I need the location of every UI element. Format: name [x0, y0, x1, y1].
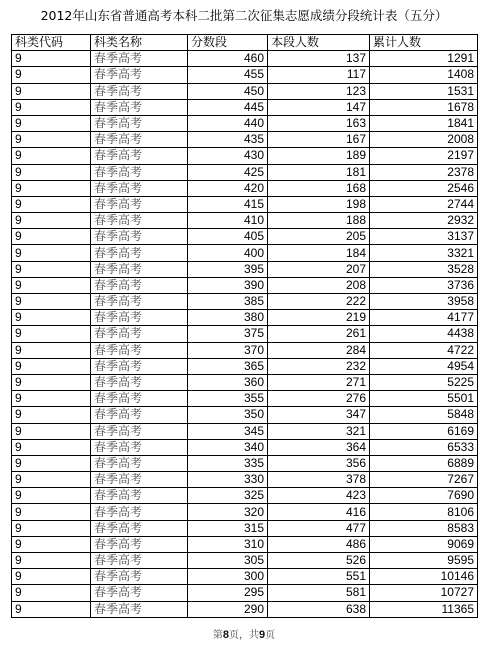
cell-subject-name: 春季高考	[91, 99, 188, 115]
cell-subject-name: 春季高考	[91, 569, 188, 585]
cell-score-band: 355	[188, 391, 268, 407]
cell-subject-name: 春季高考	[91, 115, 188, 131]
table-row	[12, 553, 478, 569]
cell-subject-code: 9	[12, 51, 91, 67]
table-row	[12, 196, 478, 212]
cell-subject-code: 9	[12, 196, 91, 212]
cell-cumulative-count: 5501	[370, 391, 478, 407]
table-row	[12, 326, 478, 342]
table-row	[12, 601, 478, 617]
cell-subject-name: 春季高考	[91, 455, 188, 471]
table-row	[12, 229, 478, 245]
cell-band-count: 168	[268, 180, 370, 196]
table-row	[12, 294, 478, 310]
cell-score-band: 415	[188, 196, 268, 212]
cell-cumulative-count: 3137	[370, 229, 478, 245]
cell-subject-name: 春季高考	[91, 310, 188, 326]
cell-score-band: 380	[188, 310, 268, 326]
cell-cumulative-count: 1408	[370, 67, 478, 83]
cell-cumulative-count: 7267	[370, 472, 478, 488]
table-row	[12, 374, 478, 390]
cell-band-count: 184	[268, 245, 370, 261]
cell-cumulative-count: 4438	[370, 326, 478, 342]
cell-cumulative-count: 7690	[370, 488, 478, 504]
cell-subject-name: 春季高考	[91, 229, 188, 245]
cell-band-count: 356	[268, 455, 370, 471]
cell-score-band: 410	[188, 213, 268, 229]
cell-band-count: 486	[268, 536, 370, 552]
cell-subject-code: 9	[12, 310, 91, 326]
cell-subject-name: 春季高考	[91, 164, 188, 180]
cell-subject-code: 9	[12, 115, 91, 131]
cell-cumulative-count: 5225	[370, 374, 478, 390]
cell-cumulative-count: 6889	[370, 455, 478, 471]
cell-band-count: 222	[268, 294, 370, 310]
header-subject-name: 科类名称	[91, 35, 188, 51]
cell-subject-code: 9	[12, 601, 91, 617]
cell-cumulative-count: 10146	[370, 569, 478, 585]
cell-score-band: 340	[188, 439, 268, 455]
cell-subject-name: 春季高考	[91, 439, 188, 455]
page-title: 2012年山东省普通高考本科二批第二次征集志愿成绩分段统计表（五分）	[40, 8, 448, 23]
table-row	[12, 342, 478, 358]
cell-subject-name: 春季高考	[91, 358, 188, 374]
cell-cumulative-count: 6533	[370, 439, 478, 455]
cell-score-band: 310	[188, 536, 268, 552]
cell-score-band: 385	[188, 294, 268, 310]
cell-subject-code: 9	[12, 585, 91, 601]
cell-subject-code: 9	[12, 407, 91, 423]
table-row	[12, 569, 478, 585]
table-row	[12, 536, 478, 552]
cell-subject-code: 9	[12, 213, 91, 229]
cell-score-band: 325	[188, 488, 268, 504]
cell-band-count: 147	[268, 99, 370, 115]
cell-band-count: 188	[268, 213, 370, 229]
cell-cumulative-count: 2546	[370, 180, 478, 196]
table-row	[12, 358, 478, 374]
cell-subject-code: 9	[12, 536, 91, 552]
cell-subject-code: 9	[12, 229, 91, 245]
cell-subject-code: 9	[12, 358, 91, 374]
cell-cumulative-count: 2932	[370, 213, 478, 229]
cell-band-count: 638	[268, 601, 370, 617]
cell-score-band: 320	[188, 504, 268, 520]
table-row	[12, 439, 478, 455]
cell-score-band: 375	[188, 326, 268, 342]
cell-band-count: 207	[268, 261, 370, 277]
footer-prefix: 第	[212, 630, 223, 641]
cell-band-count: 137	[268, 51, 370, 67]
cell-subject-code: 9	[12, 569, 91, 585]
header-score-band: 分数段	[188, 35, 268, 51]
header-band-count: 本段人数	[268, 35, 370, 51]
cell-score-band: 300	[188, 569, 268, 585]
footer-middle: 页，共	[229, 630, 259, 641]
cell-subject-name: 春季高考	[91, 245, 188, 261]
cell-score-band: 420	[188, 180, 268, 196]
cell-subject-name: 春季高考	[91, 51, 188, 67]
table-row	[12, 245, 478, 261]
cell-subject-name: 春季高考	[91, 601, 188, 617]
cell-band-count: 526	[268, 553, 370, 569]
cell-subject-code: 9	[12, 99, 91, 115]
cell-band-count: 423	[268, 488, 370, 504]
table-body	[12, 51, 478, 618]
cell-subject-code: 9	[12, 132, 91, 148]
cell-band-count: 276	[268, 391, 370, 407]
cell-cumulative-count: 8583	[370, 520, 478, 536]
cell-cumulative-count: 2378	[370, 164, 478, 180]
cell-cumulative-count: 4177	[370, 310, 478, 326]
cell-subject-code: 9	[12, 488, 91, 504]
cell-score-band: 460	[188, 51, 268, 67]
cell-subject-name: 春季高考	[91, 132, 188, 148]
table-row	[12, 148, 478, 164]
cell-subject-name: 春季高考	[91, 261, 188, 277]
cell-subject-name: 春季高考	[91, 374, 188, 390]
cell-band-count: 364	[268, 439, 370, 455]
cell-score-band: 335	[188, 455, 268, 471]
cell-subject-code: 9	[12, 148, 91, 164]
cell-subject-name: 春季高考	[91, 277, 188, 293]
table-row	[12, 67, 478, 83]
cell-subject-name: 春季高考	[91, 520, 188, 536]
cell-score-band: 370	[188, 342, 268, 358]
cell-cumulative-count: 5848	[370, 407, 478, 423]
score-distribution-table	[11, 34, 478, 618]
cell-subject-code: 9	[12, 294, 91, 310]
cell-cumulative-count: 1291	[370, 51, 478, 67]
cell-score-band: 455	[188, 67, 268, 83]
cell-subject-code: 9	[12, 180, 91, 196]
cell-band-count: 477	[268, 520, 370, 536]
cell-cumulative-count: 6169	[370, 423, 478, 439]
cell-subject-code: 9	[12, 472, 91, 488]
footer-total-pages: 9	[259, 629, 266, 641]
cell-subject-code: 9	[12, 423, 91, 439]
table-row	[12, 51, 478, 67]
cell-score-band: 315	[188, 520, 268, 536]
cell-band-count: 167	[268, 132, 370, 148]
cell-score-band: 400	[188, 245, 268, 261]
cell-score-band: 445	[188, 99, 268, 115]
cell-score-band: 405	[188, 229, 268, 245]
cell-subject-code: 9	[12, 67, 91, 83]
cell-cumulative-count: 9069	[370, 536, 478, 552]
cell-subject-code: 9	[12, 164, 91, 180]
cell-band-count: 284	[268, 342, 370, 358]
table-row	[12, 407, 478, 423]
cell-cumulative-count: 4722	[370, 342, 478, 358]
cell-cumulative-count: 2197	[370, 148, 478, 164]
table-row	[12, 488, 478, 504]
cell-score-band: 350	[188, 407, 268, 423]
cell-band-count: 232	[268, 358, 370, 374]
header-subject-code: 科类代码	[12, 35, 91, 51]
cell-band-count: 378	[268, 472, 370, 488]
table-row	[12, 83, 478, 99]
footer-page-number: 8	[222, 629, 229, 641]
cell-cumulative-count: 11365	[370, 601, 478, 617]
cell-band-count: 581	[268, 585, 370, 601]
cell-subject-name: 春季高考	[91, 585, 188, 601]
table-row	[12, 115, 478, 131]
cell-cumulative-count: 1678	[370, 99, 478, 115]
cell-band-count: 198	[268, 196, 370, 212]
cell-score-band: 345	[188, 423, 268, 439]
cell-subject-name: 春季高考	[91, 536, 188, 552]
cell-cumulative-count: 8106	[370, 504, 478, 520]
cell-subject-name: 春季高考	[91, 391, 188, 407]
cell-subject-name: 春季高考	[91, 504, 188, 520]
cell-subject-name: 春季高考	[91, 342, 188, 358]
cell-cumulative-count: 3528	[370, 261, 478, 277]
header-cumulative-count: 累计人数	[370, 35, 478, 51]
cell-subject-code: 9	[12, 439, 91, 455]
table-row	[12, 213, 478, 229]
cell-band-count: 205	[268, 229, 370, 245]
cell-band-count: 271	[268, 374, 370, 390]
cell-subject-code: 9	[12, 342, 91, 358]
cell-band-count: 347	[268, 407, 370, 423]
cell-subject-name: 春季高考	[91, 407, 188, 423]
cell-subject-code: 9	[12, 504, 91, 520]
table-row	[12, 310, 478, 326]
cell-score-band: 295	[188, 585, 268, 601]
cell-band-count: 163	[268, 115, 370, 131]
cell-score-band: 395	[188, 261, 268, 277]
cell-band-count: 181	[268, 164, 370, 180]
cell-score-band: 440	[188, 115, 268, 131]
cell-cumulative-count: 1531	[370, 83, 478, 99]
cell-band-count: 117	[268, 67, 370, 83]
table-row	[12, 99, 478, 115]
table-row	[12, 164, 478, 180]
table-row	[12, 132, 478, 148]
cell-cumulative-count: 3736	[370, 277, 478, 293]
cell-band-count: 551	[268, 569, 370, 585]
cell-subject-name: 春季高考	[91, 326, 188, 342]
cell-subject-code: 9	[12, 455, 91, 471]
cell-band-count: 416	[268, 504, 370, 520]
cell-cumulative-count: 3958	[370, 294, 478, 310]
cell-cumulative-count: 9595	[370, 553, 478, 569]
cell-cumulative-count: 10727	[370, 585, 478, 601]
cell-subject-code: 9	[12, 391, 91, 407]
cell-score-band: 450	[188, 83, 268, 99]
table-row	[12, 504, 478, 520]
cell-subject-name: 春季高考	[91, 472, 188, 488]
cell-cumulative-count: 2744	[370, 196, 478, 212]
table-row	[12, 261, 478, 277]
table-header-row	[12, 35, 478, 51]
cell-subject-name: 春季高考	[91, 488, 188, 504]
cell-band-count: 123	[268, 83, 370, 99]
cell-score-band: 365	[188, 358, 268, 374]
cell-score-band: 290	[188, 601, 268, 617]
cell-subject-code: 9	[12, 326, 91, 342]
cell-band-count: 219	[268, 310, 370, 326]
table-row	[12, 472, 478, 488]
cell-subject-name: 春季高考	[91, 196, 188, 212]
cell-subject-code: 9	[12, 261, 91, 277]
table-row	[12, 585, 478, 601]
cell-score-band: 330	[188, 472, 268, 488]
cell-score-band: 305	[188, 553, 268, 569]
cell-cumulative-count: 3321	[370, 245, 478, 261]
cell-score-band: 390	[188, 277, 268, 293]
cell-subject-code: 9	[12, 83, 91, 99]
cell-band-count: 208	[268, 277, 370, 293]
cell-subject-code: 9	[12, 245, 91, 261]
cell-subject-name: 春季高考	[91, 553, 188, 569]
cell-score-band: 430	[188, 148, 268, 164]
cell-cumulative-count: 2008	[370, 132, 478, 148]
table-row	[12, 423, 478, 439]
table-row	[12, 455, 478, 471]
cell-subject-name: 春季高考	[91, 148, 188, 164]
cell-subject-name: 春季高考	[91, 423, 188, 439]
cell-subject-name: 春季高考	[91, 180, 188, 196]
cell-subject-name: 春季高考	[91, 294, 188, 310]
page-footer	[0, 626, 488, 641]
footer-suffix: 页	[265, 630, 276, 641]
table-row	[12, 520, 478, 536]
cell-band-count: 261	[268, 326, 370, 342]
cell-subject-name: 春季高考	[91, 83, 188, 99]
table-row	[12, 391, 478, 407]
cell-score-band: 435	[188, 132, 268, 148]
cell-band-count: 321	[268, 423, 370, 439]
cell-subject-code: 9	[12, 553, 91, 569]
cell-subject-name: 春季高考	[91, 67, 188, 83]
cell-subject-code: 9	[12, 520, 91, 536]
cell-cumulative-count: 1841	[370, 115, 478, 131]
cell-subject-code: 9	[12, 277, 91, 293]
table-row	[12, 180, 478, 196]
cell-score-band: 425	[188, 164, 268, 180]
table-row	[12, 277, 478, 293]
cell-cumulative-count: 4954	[370, 358, 478, 374]
cell-subject-code: 9	[12, 374, 91, 390]
cell-subject-name: 春季高考	[91, 213, 188, 229]
cell-score-band: 360	[188, 374, 268, 390]
cell-band-count: 189	[268, 148, 370, 164]
